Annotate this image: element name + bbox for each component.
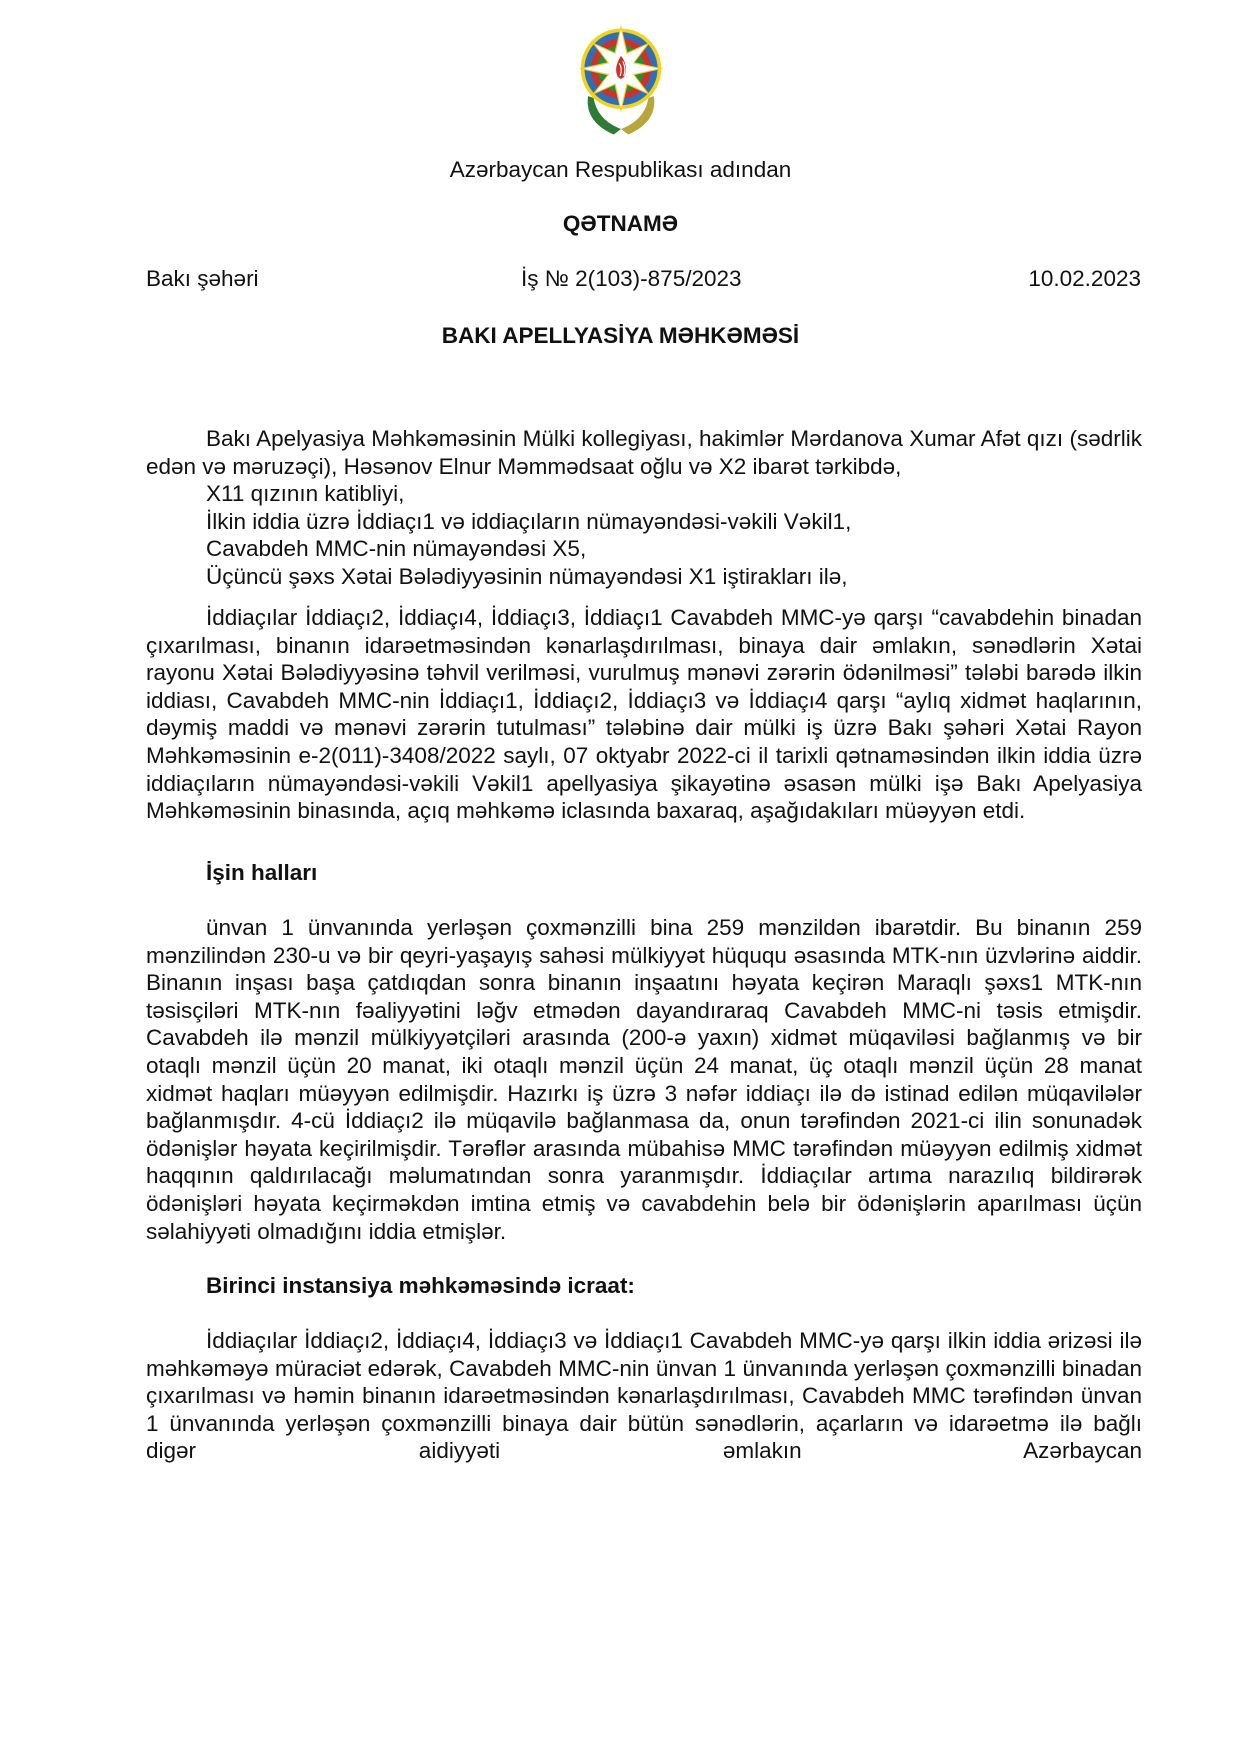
third-party-line: Üçüncü şəxs Xətai Bələdiyyəsinin nümayəndəsi X1 iştirakları ilə, xyxy=(206,563,848,589)
document-date: 10.02.2023 xyxy=(1028,266,1141,291)
first-instance-block xyxy=(146,1327,1142,1465)
claim-summary-paragraph: İddiaçılar İddiaçı2, İddiaçı4, İddiaçı3, İddiaçı1 Cavabdeh MMC-yə qarşı “cavabdehin binadan çıxarılması, binanın idarəetməsindən kənarlaşdırılması, binaya dair əmlakın, sənədlərin Xətai rayonu Xətai Bələdiyyəsinə təhvil verilməsi, vurulmuş mənəvi zərərin ödənilməsi” tələbi barədə ilkin iddiası, Cavabdeh MMC-nin İddiaçı1, İddiaçı2, İddiaçı3 və İddiaçı4 qarşı “aylıq xidmət haqlarının, dəymiş maddi və mənəvi zərərin tutulması” tələbinə dair mülki iş üzrə Bakı şəhəri Xətai Rayon Məhkəməsinin e-2(011)-3408/2022 saylı, 07 oktyabr 2022-ci il tarixli qətnaməsindən ilkin iddia üzrə iddiaçıların nümayəndəsi-vəkili Vəkil1 apellyasiya şikayətinə əsasən mülki işə Bakı Apelyasiya Məhkəməsinin binasında, açıq məhkəmə iclasında baxaraq, aşağıdakıları müəyyən etdi. xyxy=(146,605,1142,824)
first-instance-paragraph: İddiaçılar İddiaçı2, İddiaçı4, İddiaçı3 və İddiaçı1 Cavabdeh MMC-yə qarşı ilkin iddia ərizəsi ilə məhkəməyə müraciət edərək, Cavabdeh MMC-nin ünvan 1 ünvanında yerləşən çoxmənzilli binadan çıxarılması və həmin binanın idarəetməsindən kənarlaşdırılması, Cavabdeh MMC tərəfindən ünvan 1 ünvanında yerləşən çoxmənzilli binaya dair bütün sənədlərin, açarların və idarəetmə ilə bağlı digər aidiyyəti əmlakın Azərbaycan xyxy=(146,1328,1142,1464)
secretary-line: X11 qızının katibliyi, xyxy=(206,481,405,507)
city-label: Bakı şəhəri xyxy=(146,266,259,291)
composition-block xyxy=(146,425,1142,591)
court-name: BAKI APELLYASİYA MƏHKƏMƏSİ xyxy=(441,323,800,348)
circumstances-paragraph: ünvan 1 ünvanında yerləşən çoxmənzilli bina 259 mənzildən ibarətdir. Bu binanın 259 mənzilindən 230-u və bir qeyri-yaşayış sahəsi mülkiyyət hüququ əsasında MTK-nın üzvlərinə aiddir. Binanın inşası başa çatdıqdan sonra binanın inşaatını həyata keçirən Maraqlı şəxs1 MTK-nın təsisçiləri MTK-nın fəaliyyətini ləğv etmədən dayandıraraq Cavabdeh MMC-ni təsis etmişdir. Cavabdeh ilə mənzil mülkiyyətçiləri arasında (200-ə yaxın) xidmət müqaviləsi bağlanmış və bir otaqlı mənzil üçün 20 manat, iki otaqlı mənzil üçün 24 manat, üç otaqlı mənzil üçün 28 manat xidmət haqları müəyyən edilmişdir. Hazırkı iş üzrə 3 nəfər iddiaçı ilə də istinad edilən müqavilələr bağlanmışdır. 4-cü İddiaçı2 ilə müqavilə bağlanmasa da, onun tərəfindən 2021-ci ilin sonunadək ödənişlər həyata keçirilmişdir. Tərəflər arasında mübahisə MMC tərəfindən müəyyən edilmiş xidmət haqqının qaldırılacağı məlumatından sonra yaranmışdır. İddiaçılar artıma narazılıq bildirərək ödənişləri həyata keçirməkdən imtina etmiş və cavabdehin belə bir ödənişlərin aparılması üçün səlahiyyəti olmadığını iddia etmişlər. xyxy=(146,915,1142,1244)
circumstances-block xyxy=(146,914,1142,1245)
coat-of-arms-icon xyxy=(573,12,669,140)
case-number: İş № 2(103)-875/2023 xyxy=(521,266,742,291)
section-heading-first-instance: Birinci instansiya məhkəməsində icraat: xyxy=(206,1273,635,1298)
defendant-representative-line: Cavabdeh MMC-nin nümayəndəsi X5, xyxy=(206,536,587,562)
on-behalf-line: Azərbaycan Respublikası adından xyxy=(449,157,792,182)
plaintiff-representative-line: İlkin iddia üzrə İddiaçı1 və iddiaçıların nümayəndəsi-vəkili Vəkil1, xyxy=(206,508,852,534)
court-composition-paragraph: Bakı Apelyasiya Məhkəməsinin Mülki kollegiyası, hakimlər Mərdanova Xumar Afət qızı (sədrlik edən və məruzəçi), Həsənov Elnur Məmmədsaat oğlu və X2 ibarət tərkibdə, xyxy=(146,426,1142,479)
case-header-row xyxy=(146,266,1141,296)
section-heading-circumstances: İşin halları xyxy=(206,860,318,885)
document-type-title: QƏTNAMƏ xyxy=(562,211,679,236)
claim-summary-block xyxy=(146,604,1142,825)
